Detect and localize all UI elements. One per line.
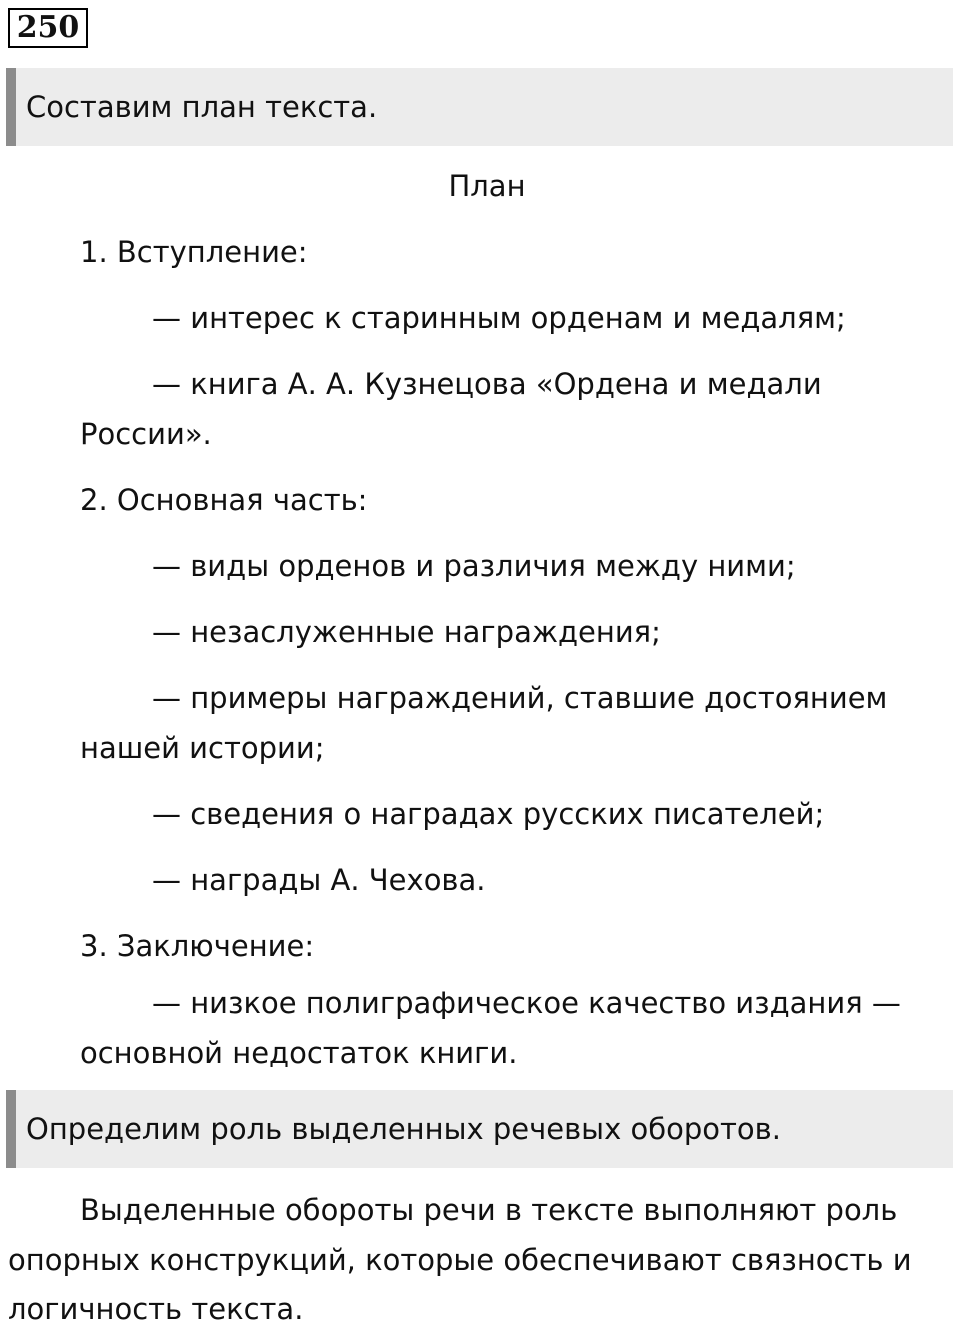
plan-section-2-item-1: — виды орденов и различия между ними;	[152, 549, 796, 583]
answer-line-1: Выделенные обороты речи в тексте выполняют роль	[80, 1193, 898, 1227]
plan-section-2-heading: 2. Основная часть:	[80, 483, 368, 517]
answer-line-2: опорных конструкций, которые обеспечивают связность и	[8, 1243, 912, 1277]
exercise-number: 250	[8, 8, 88, 48]
task-instruction-role-text: Определим роль выделенных речевых оборотов.	[26, 1112, 781, 1146]
plan-section-3-item-1-line-1: — низкое полиграфическое качество издания —	[152, 986, 901, 1020]
answer-line-3: логичность текста.	[8, 1292, 304, 1326]
task-instruction-role	[6, 1090, 953, 1168]
plan-section-1-item-2-line-1: — книга А. А. Кузнецова «Ордена и медали	[152, 367, 822, 401]
plan-section-2-item-3-line-1: — примеры награждений, ставшие достоянием	[152, 681, 888, 715]
plan-section-2-item-5: — награды А. Чехова.	[152, 863, 486, 897]
plan-section-1-heading: 1. Вступление:	[80, 235, 308, 269]
task-instruction-plan-text: Составим план текста.	[26, 90, 378, 124]
task-instruction-plan	[6, 68, 953, 146]
plan-section-2-item-3-line-2: нашей истории;	[80, 731, 325, 765]
plan-section-2-item-4: — сведения о наградах русских писателей;	[152, 797, 825, 831]
plan-section-3-item-1-line-2: основной недостаток книги.	[80, 1036, 518, 1070]
plan-section-2-item-2: — незаслуженные награждения;	[152, 615, 661, 649]
plan-section-1-item-2-line-2: России».	[80, 417, 212, 451]
plan-title: План	[448, 169, 526, 203]
plan-section-1-item-1: — интерес к старинным орденам и медалям;	[152, 301, 846, 335]
plan-section-3-heading: 3. Заключение:	[80, 929, 315, 963]
